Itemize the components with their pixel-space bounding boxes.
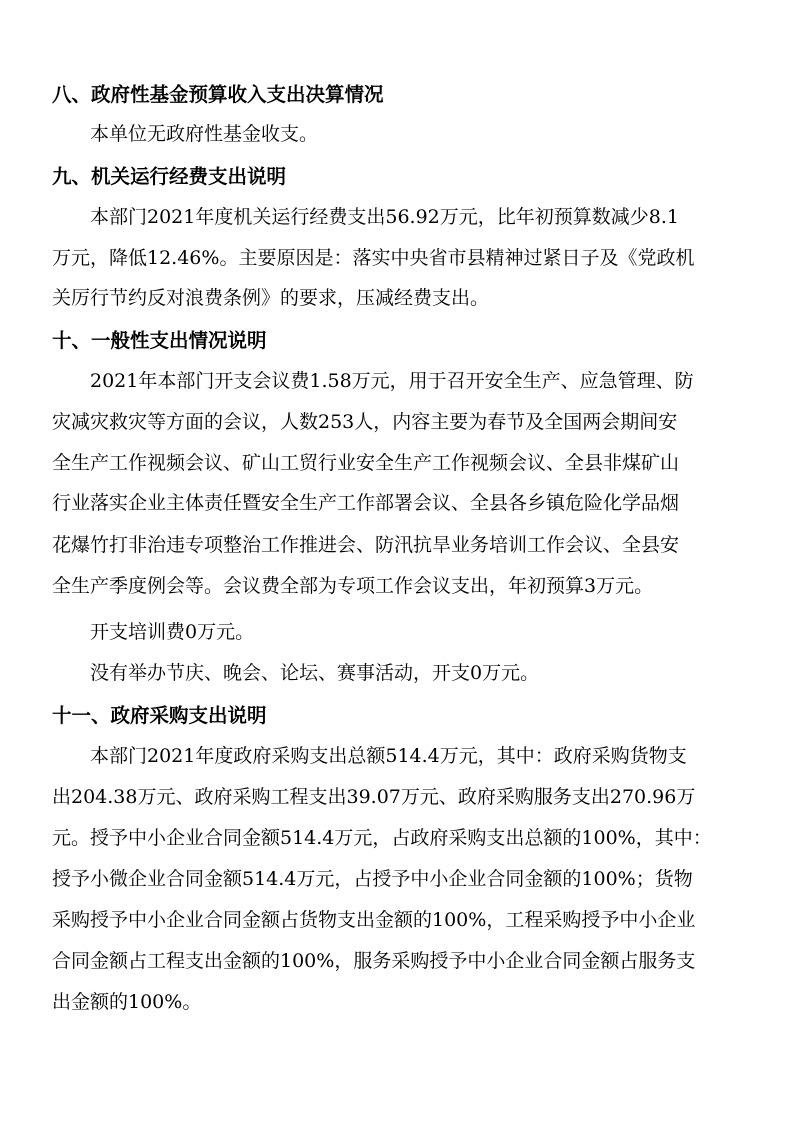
paragraph-line: 灾减灾救灾等方面的会议，人数253人，内容主要为春节及全国两会期间安 xyxy=(52,411,678,433)
paragraph-line: 本部门2021年度机关运行经费支出56.92万元，比年初预算数减少8.1 xyxy=(90,206,679,228)
paragraph-line: 合同金额占工程支出金额的100%，服务采购授予中小企业合同金额占服务支 xyxy=(52,950,696,972)
paragraph-line: 开支培训费0万元。 xyxy=(90,621,255,643)
paragraph-line: 采购授予中小企业合同金额占货物支出金额的100%，工程采购授予中小企业 xyxy=(52,909,696,931)
paragraph-line: 行业落实企业主体责任暨安全生产工作部署会议、全县各乡镇危险化学品烟 xyxy=(52,492,680,514)
paragraph-line: 2021年本部门开支会议费1.58万元，用于召开安全生产、应急管理、防 xyxy=(90,370,694,392)
paragraph-line: 授予小微企业合同金额514.4万元，占授予中小企业合同金额的100%；货物 xyxy=(52,868,693,890)
paragraph-line: 出金额的100%。 xyxy=(52,991,202,1013)
paragraph-line: 关厉行节约反对浪费条例》的要求，压减经费支出。 xyxy=(52,287,490,309)
paragraph-line: 本部门2021年度政府采购支出总额514.4万元，其中：政府采购货物支 xyxy=(90,745,687,767)
paragraph-line: 花爆竹打非治违专项整治工作推进会、防汛抗旱业务培训工作会议、全县安 xyxy=(52,534,680,556)
paragraph-line: 没有举办节庆、晚会、论坛、赛事活动，开支0万元。 xyxy=(90,662,540,684)
section-heading-8: 八、政府性基金预算收入支出决算情况 xyxy=(52,83,384,106)
section-heading-9: 九、机关运行经费支出说明 xyxy=(52,165,287,188)
section-heading-11: 十一、政府采购支出说明 xyxy=(52,704,267,727)
paragraph-line: 出204.38万元、政府采购工程支出39.07万元、政府采购服务支出270.96万 xyxy=(52,786,696,808)
paragraph-line: 万元，降低12.46%。主要原因是：落实中央省市县精神过紧日子及《党政机 xyxy=(52,247,695,269)
paragraph-line: 全生产季度例会等。会议费全部为专项工作会议支出，年初预算3万元。 xyxy=(52,575,654,597)
paragraph-line: 本单位无政府性基金收支。 xyxy=(90,123,319,145)
section-heading-10: 十、一般性支出情况说明 xyxy=(52,329,267,352)
paragraph-line: 元。授予中小企业合同金额514.4万元，占政府采购支出总额的100%，其中： xyxy=(52,827,712,849)
paragraph-line: 全生产工作视频会议、矿山工贸行业安全生产工作视频会议、全县非煤矿山 xyxy=(52,452,680,474)
